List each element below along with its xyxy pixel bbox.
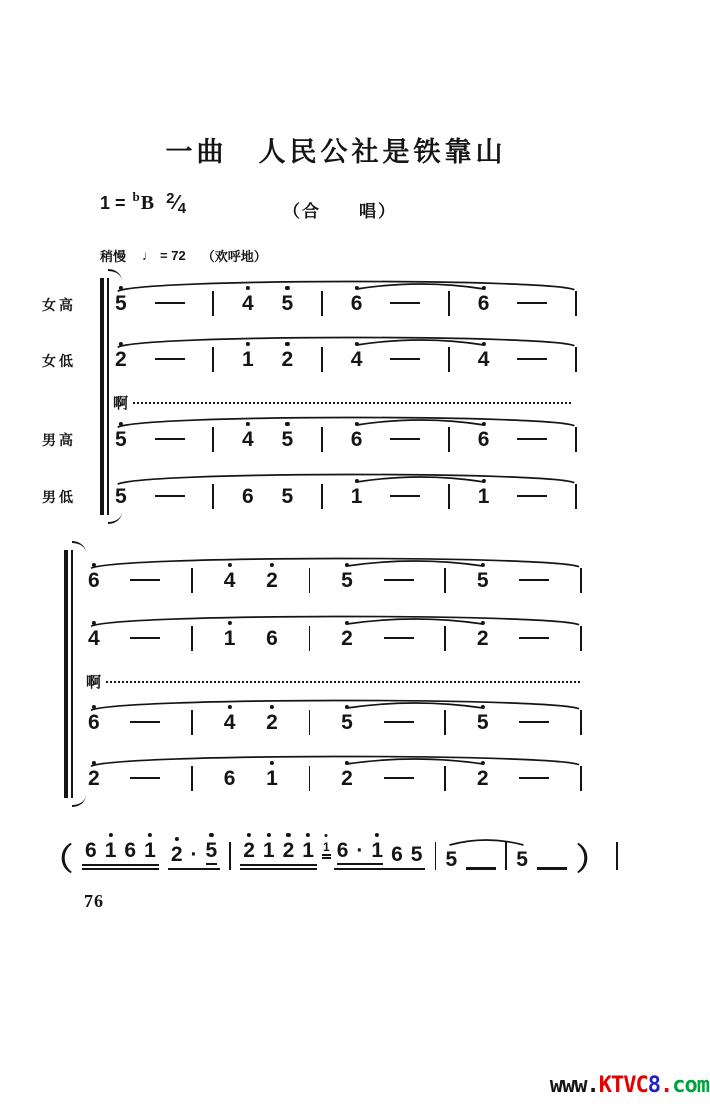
octave-dot (481, 342, 485, 346)
note: 6 (478, 429, 490, 450)
dash (155, 302, 185, 305)
octave-dot (285, 286, 289, 290)
note: 1 (144, 840, 156, 861)
watermark-text: 8 (647, 1073, 660, 1098)
beam-group (334, 840, 426, 870)
dash (384, 777, 414, 780)
note: 5 (206, 840, 218, 861)
key-letter: B (140, 192, 155, 214)
barline (191, 568, 193, 593)
note: 1 (478, 486, 490, 507)
barline (309, 710, 311, 735)
dash (519, 777, 549, 780)
note: 6 (391, 843, 403, 866)
music-line-alto-1 (115, 344, 577, 374)
octave-dot (481, 479, 485, 483)
tempo-word: 稍慢 (100, 249, 127, 264)
note: 2 (283, 840, 295, 861)
dash (130, 579, 160, 582)
dash (517, 302, 547, 305)
tie (344, 615, 486, 625)
note: 5 (281, 484, 294, 508)
tie (448, 836, 525, 846)
note: 2 (477, 768, 489, 789)
note: 6 (336, 839, 349, 862)
tempo-marking (100, 246, 267, 265)
note: 6 (223, 766, 236, 790)
barline (309, 568, 311, 593)
flat-icon: b (132, 188, 140, 204)
note: 2 (88, 768, 100, 789)
slur (113, 470, 579, 485)
octave-dot (92, 621, 96, 625)
note: 5 (410, 843, 423, 866)
octave-dot (119, 422, 123, 426)
note: 5 (445, 848, 458, 871)
note: 2 (341, 768, 353, 789)
dash (466, 867, 496, 870)
octave-dot (481, 621, 485, 625)
octave-dot (481, 705, 485, 709)
note: 4 (242, 293, 254, 314)
octave-dot (481, 761, 485, 765)
note: 4 (88, 628, 100, 649)
parenthesis: （ (42, 842, 73, 877)
dash (384, 637, 414, 640)
octave-dot (119, 286, 123, 290)
slur (86, 554, 584, 569)
slur (86, 696, 584, 711)
dash (130, 637, 160, 640)
note: 6 (351, 293, 363, 314)
barline (212, 484, 214, 509)
page-number: 76 (84, 891, 104, 911)
note: 2 (115, 349, 127, 370)
barline (212, 347, 214, 372)
coda-instrumental-line (42, 824, 618, 877)
note: 4 (242, 429, 254, 450)
note: 1 (263, 840, 275, 861)
barline (575, 347, 577, 372)
note: · (190, 843, 198, 866)
beam-group (168, 840, 220, 870)
barline (309, 626, 311, 651)
quarter-note-icon: ♩ (142, 248, 156, 263)
barline (444, 568, 446, 593)
music-line-bass-2 (88, 763, 582, 793)
key-signature (100, 188, 187, 217)
note: 6 (478, 293, 490, 314)
barline (191, 710, 193, 735)
octave-dot (481, 563, 485, 567)
octave-dot (375, 833, 379, 837)
octave-dot (175, 837, 179, 841)
note: 6 (351, 429, 363, 450)
dash (130, 721, 160, 724)
dash (390, 438, 420, 441)
note: 1 (323, 841, 330, 853)
note: 1 (224, 628, 236, 649)
music-line-soprano-2 (88, 565, 582, 595)
lyric-extension-dots (106, 681, 580, 683)
note: 2 (341, 628, 353, 649)
note: 5 (115, 484, 127, 508)
barline (444, 626, 446, 651)
note: 4 (478, 349, 490, 370)
octave-dot (285, 422, 289, 426)
time-numerator: 2 (166, 190, 175, 207)
barline (191, 766, 193, 791)
note: 6 (266, 626, 278, 650)
lyric-extension-dots (133, 402, 571, 404)
barline (321, 291, 323, 316)
note: 1 (105, 840, 117, 861)
octave-dot (325, 834, 328, 837)
note: 5 (477, 570, 489, 591)
barline (191, 626, 193, 651)
tie (344, 557, 486, 567)
grace-note (322, 841, 331, 859)
barline (580, 626, 582, 651)
beam-subgroup (337, 840, 383, 865)
lyric-line-1 (113, 392, 571, 412)
voice-label-soprano: 女高 (42, 297, 76, 313)
barline (212, 291, 214, 316)
barline (580, 568, 582, 593)
octave-dot (354, 342, 358, 346)
barline (321, 427, 323, 452)
slur (86, 612, 584, 627)
octave-dot (354, 479, 358, 483)
slur (113, 413, 579, 428)
dash (390, 302, 420, 305)
octave-dot (227, 621, 231, 625)
note: 2 (282, 349, 294, 370)
octave-dot (247, 833, 251, 837)
octave-dot (92, 761, 96, 765)
dash (155, 438, 185, 441)
barline (580, 710, 582, 735)
note: 1 (302, 840, 314, 861)
barline (505, 842, 507, 870)
music-line-tenor-1 (115, 424, 577, 454)
tie (344, 699, 486, 709)
dash (384, 721, 414, 724)
barline (575, 291, 577, 316)
dash (519, 637, 549, 640)
octave-dot (481, 286, 485, 290)
tie (354, 416, 487, 426)
note: 5 (477, 712, 489, 733)
octave-dot (270, 705, 274, 709)
octave-dot (227, 705, 231, 709)
note: 6 (124, 839, 137, 862)
note: 1 (266, 768, 278, 789)
note: 5 (341, 712, 353, 733)
barline (444, 766, 446, 791)
tempo-value: = 72 (160, 248, 186, 263)
barline (448, 291, 450, 316)
barline (575, 427, 577, 452)
barline (575, 484, 577, 509)
octave-dot (345, 761, 349, 765)
barline (448, 427, 450, 452)
octave-dot (354, 286, 358, 290)
octave-dot (246, 422, 250, 426)
beam-group (240, 840, 317, 870)
watermark-text: com (672, 1073, 709, 1098)
lyric-line-2 (86, 671, 580, 691)
note: 6 (85, 839, 97, 862)
dash (517, 438, 547, 441)
octave-dot (285, 342, 289, 346)
dash (519, 721, 549, 724)
expression-mark: （欢呼地） (201, 249, 267, 264)
octave-dot (481, 422, 485, 426)
note: 5 (115, 293, 127, 314)
octave-dot (270, 563, 274, 567)
octave-dot (148, 833, 152, 837)
barline (435, 842, 437, 870)
voice-label-alto: 女低 (42, 353, 76, 369)
note: 2 (477, 628, 489, 649)
note: 2 (171, 844, 183, 865)
note: 2 (266, 570, 278, 591)
beam-subgroup (206, 840, 218, 865)
lyric-syllable: 啊 (86, 673, 102, 691)
octave-dot (345, 705, 349, 709)
note: 1 (242, 349, 254, 370)
octave-dot (108, 833, 112, 837)
slur (113, 333, 579, 348)
system-brace (64, 550, 86, 798)
octave-dot (119, 342, 123, 346)
dash (390, 358, 420, 361)
octave-dot (345, 563, 349, 567)
dash (517, 495, 547, 498)
note: 5 (115, 429, 127, 450)
octave-dot (270, 761, 274, 765)
note: 5 (282, 293, 294, 314)
octave-dot (209, 833, 213, 837)
watermark-text: . (660, 1073, 673, 1098)
watermark (550, 1073, 709, 1098)
barline (321, 484, 323, 509)
dash (519, 579, 549, 582)
barline (321, 347, 323, 372)
dash (517, 358, 547, 361)
octave-dot (354, 422, 358, 426)
note: 5 (341, 570, 353, 591)
octave-dot (227, 563, 231, 567)
metronome-mark (142, 248, 186, 263)
octave-dot (246, 342, 250, 346)
lyric-syllable: 啊 (113, 394, 129, 412)
voice-label-tenor: 男高 (42, 432, 76, 448)
music-line-alto-2 (88, 623, 582, 653)
note: 6 (88, 712, 100, 733)
note: 4 (224, 570, 236, 591)
barline (580, 766, 582, 791)
note: 2 (243, 840, 255, 861)
voice-label-bass: 男低 (42, 489, 76, 505)
barline (309, 766, 311, 791)
dash (130, 777, 160, 780)
note: · (356, 839, 364, 862)
note: 6 (242, 484, 254, 508)
octave-dot (286, 833, 290, 837)
time-denominator: 4 (177, 200, 187, 217)
music-line-soprano-1 (115, 288, 577, 318)
note: 6 (88, 570, 100, 591)
slur (86, 752, 584, 767)
barline (444, 710, 446, 735)
watermark-text: www. (549, 1073, 599, 1098)
music-line-tenor-2 (88, 707, 582, 737)
barline (229, 842, 231, 870)
note: 5 (282, 429, 294, 450)
page-title: 一曲 人民公社是铁靠山 (165, 137, 507, 167)
note: 1 (351, 486, 363, 507)
barline (448, 347, 450, 372)
fraction-slash-icon: ⁄ (174, 192, 178, 214)
time-signature (166, 192, 186, 215)
barline (212, 427, 214, 452)
tie (344, 755, 486, 765)
barline (616, 842, 618, 870)
octave-dot (246, 286, 250, 290)
parenthesis: ） (575, 842, 607, 877)
note: 5 (516, 848, 528, 871)
key-prefix: 1 = (100, 193, 126, 213)
beam-group (82, 840, 159, 870)
watermark-text: KTVC (598, 1073, 648, 1098)
music-line-bass-1 (115, 481, 577, 511)
octave-dot (92, 705, 96, 709)
barline (448, 484, 450, 509)
dash (155, 358, 185, 361)
dash (155, 495, 185, 498)
octave-dot (306, 833, 310, 837)
octave-dot (92, 563, 96, 567)
octave-dot (267, 833, 271, 837)
dash (537, 867, 567, 870)
dash (384, 579, 414, 582)
note: 1 (371, 840, 383, 861)
tie (354, 336, 487, 346)
slur (113, 277, 579, 292)
note: 4 (224, 712, 236, 733)
chorus-label: （合 唱） (283, 202, 397, 221)
dash (390, 495, 420, 498)
note: 4 (351, 349, 363, 370)
octave-dot (345, 621, 349, 625)
note: 2 (266, 712, 278, 733)
tie (354, 473, 487, 483)
tie (354, 280, 487, 290)
